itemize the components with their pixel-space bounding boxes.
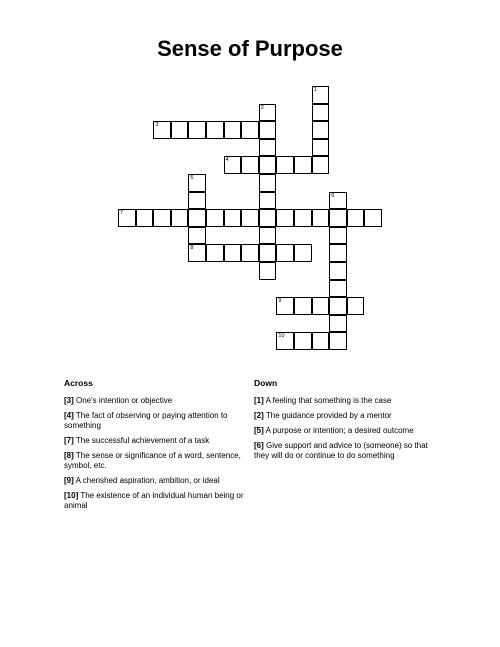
clue-label: [1]: [254, 396, 264, 405]
grid-cell[interactable]: [259, 262, 277, 280]
across-clue: [64, 476, 252, 486]
across-clue: [64, 451, 252, 471]
clue-number: 4: [225, 157, 229, 164]
down-clue: [254, 396, 444, 406]
clue-label: [8]: [64, 451, 74, 460]
grid-cell[interactable]: [329, 315, 347, 333]
grid-cell[interactable]: [188, 121, 206, 139]
grid-cell[interactable]: [206, 244, 224, 262]
grid-cell[interactable]: [259, 227, 277, 245]
grid-cell[interactable]: [294, 209, 312, 227]
grid-cell[interactable]: [259, 192, 277, 210]
grid-cell[interactable]: [329, 297, 347, 315]
clue-label: [6]: [254, 441, 264, 450]
grid-cell[interactable]: [259, 156, 277, 174]
down-heading: Down: [254, 378, 278, 388]
clue-text: The fact of observing or paying attention to something: [64, 411, 228, 430]
across-clue: [64, 491, 252, 511]
clue-label: [7]: [64, 436, 74, 445]
grid-cell[interactable]: [188, 174, 206, 192]
grid-cell[interactable]: [188, 227, 206, 245]
across-clues: [64, 378, 252, 516]
grid-cell[interactable]: [259, 244, 277, 262]
clue-label: [2]: [254, 411, 264, 420]
grid-cell[interactable]: [276, 297, 294, 315]
grid-cell[interactable]: [312, 332, 330, 350]
clue-text: One's intention or objective: [73, 396, 173, 405]
grid-cell[interactable]: [224, 156, 242, 174]
clue-number: 3: [155, 122, 159, 129]
grid-cell[interactable]: [259, 121, 277, 139]
grid-cell[interactable]: [171, 121, 189, 139]
grid-cell[interactable]: [347, 209, 365, 227]
clue-number: 10: [278, 333, 285, 340]
grid-cell[interactable]: [312, 86, 330, 104]
clue-label: [4]: [64, 411, 74, 420]
grid-cell[interactable]: [224, 121, 242, 139]
grid-cell[interactable]: [118, 209, 136, 227]
down-clue: [254, 441, 444, 461]
grid-cell[interactable]: [312, 104, 330, 122]
across-heading: Across: [64, 378, 93, 388]
grid-cell[interactable]: [329, 244, 347, 262]
grid-cell[interactable]: [153, 121, 171, 139]
grid-cell[interactable]: [224, 209, 242, 227]
grid-cell[interactable]: [171, 209, 189, 227]
grid-cell[interactable]: [312, 156, 330, 174]
grid-cell[interactable]: [329, 280, 347, 298]
grid-cell[interactable]: [206, 209, 224, 227]
clue-text: Give support and advice to (someone) so that they will do or continue to do something: [254, 441, 428, 460]
down-clue-list: [254, 396, 444, 461]
grid-cell[interactable]: [259, 174, 277, 192]
grid-cell[interactable]: [294, 332, 312, 350]
grid-cell[interactable]: [312, 121, 330, 139]
clue-number: 6: [331, 192, 335, 199]
grid-cell[interactable]: [188, 192, 206, 210]
grid-cell[interactable]: [347, 297, 365, 315]
grid-cell[interactable]: [241, 209, 259, 227]
grid-cell[interactable]: [312, 297, 330, 315]
grid-cell[interactable]: [294, 297, 312, 315]
grid-cell[interactable]: [329, 227, 347, 245]
clue-number: 7: [120, 210, 124, 217]
clue-text: A purpose or intention; a desired outcome: [263, 426, 414, 435]
across-clue: [64, 411, 252, 431]
grid-cell[interactable]: [259, 139, 277, 157]
grid-cell[interactable]: [276, 209, 294, 227]
grid-cell[interactable]: [206, 121, 224, 139]
page-title: Sense of Purpose: [157, 36, 343, 61]
clue-text: The existence of an individual human being or animal: [64, 491, 244, 510]
grid-cell[interactable]: [259, 209, 277, 227]
grid-cell[interactable]: [276, 156, 294, 174]
clue-label: [5]: [254, 426, 264, 435]
clue-text: A feeling that something is the case: [263, 396, 392, 405]
grid-cell[interactable]: [329, 262, 347, 280]
grid-cell[interactable]: [329, 192, 347, 210]
across-clue: [64, 396, 252, 406]
clue-number: 5: [190, 175, 194, 181]
grid-cell[interactable]: [136, 209, 154, 227]
grid-cell[interactable]: [188, 244, 206, 262]
grid-cell[interactable]: [276, 332, 294, 350]
across-clue: [64, 436, 252, 446]
grid-cell[interactable]: [312, 209, 330, 227]
grid-cell[interactable]: [329, 332, 347, 350]
grid-cell[interactable]: [241, 121, 259, 139]
clue-number: 9: [278, 298, 282, 305]
clue-number: 2: [260, 104, 264, 111]
clue-number: 1: [313, 87, 317, 93]
clue-number: 8: [190, 245, 194, 252]
grid-cell[interactable]: [364, 209, 382, 227]
grid-cell[interactable]: [188, 209, 206, 227]
clue-label: [3]: [64, 396, 74, 405]
grid-cell[interactable]: [276, 244, 294, 262]
grid-cell[interactable]: [241, 244, 259, 262]
across-clue-list: [64, 396, 252, 511]
grid-cell[interactable]: [153, 209, 171, 227]
clue-text: The guidance provided by a mentor: [263, 411, 392, 420]
grid-cell[interactable]: [224, 244, 242, 262]
clue-label: [10]: [64, 491, 79, 500]
down-clue: [254, 411, 444, 421]
grid-cell[interactable]: [312, 139, 330, 157]
clue-text: The successful achievement of a task: [73, 436, 210, 445]
grid-cell[interactable]: [294, 244, 312, 262]
down-clues: [254, 378, 444, 466]
grid-cell[interactable]: [329, 209, 347, 227]
clue-text: A cherished aspiration, ambition, or ideal: [73, 476, 220, 485]
grid-cell[interactable]: [294, 156, 312, 174]
down-clue: [254, 426, 444, 436]
grid-cell[interactable]: [241, 156, 259, 174]
clue-label: [9]: [64, 476, 74, 485]
clue-text: The sense or significance of a word, sentence, symbol, etc.: [64, 451, 241, 470]
grid-cell[interactable]: [259, 104, 277, 122]
